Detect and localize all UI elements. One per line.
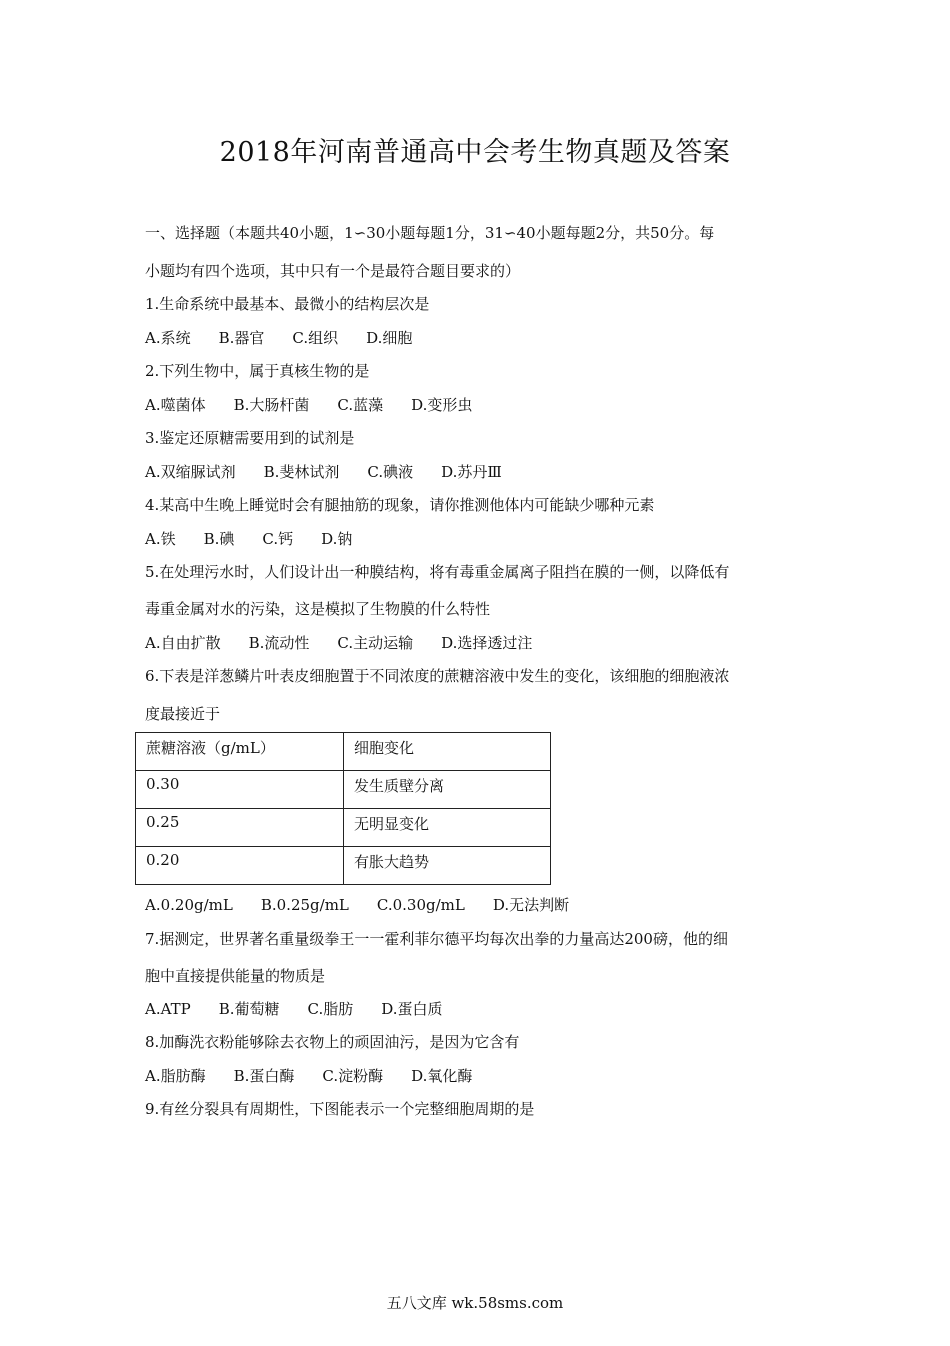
question-1-options (145, 327, 440, 348)
table-row (136, 771, 551, 809)
option-c: C.组织 (292, 329, 339, 347)
option-b: B.流动性 (248, 634, 310, 652)
option-b: B.0.25g/mL (260, 896, 349, 914)
option-d: D.细胞 (366, 329, 413, 347)
question-5-stem-line-1: 5.在处理污水时，人们设计出一种膜结构，将有毒重金属离子阻挡在膜的一侧，以降低有 (145, 563, 730, 581)
experiment-table (135, 732, 551, 885)
option-c: C.淀粉酶 (322, 1067, 384, 1085)
option-a: A.系统 (145, 329, 191, 347)
question-7-stem-line-1: 7.据测定，世界著名重量级拳王一一霍利菲尔德平均每次出拳的力量高达200磅，他的细 (145, 930, 728, 948)
option-d: D.无法判断 (492, 896, 570, 914)
table-row (136, 809, 551, 847)
option-d: D.氧化酶 (411, 1067, 473, 1085)
table-cell: 0.25 (136, 809, 344, 847)
question-6-stem-line-1: 6.下表是洋葱鳞片叶表皮细胞置于不同浓度的蔗糖溶液中发生的变化，该细胞的细胞液浓 (145, 667, 730, 685)
question-3-stem: 3.鉴定还原糖需要用到的试剂是 (145, 429, 355, 447)
table-row (136, 847, 551, 885)
option-a: A.自由扩散 (145, 634, 221, 652)
question-8-options (145, 1065, 500, 1086)
option-a: A.铁 (145, 530, 176, 548)
option-b: B.蛋白酶 (233, 1067, 295, 1085)
table-header-row (136, 733, 551, 771)
option-b: B.碘 (203, 530, 235, 548)
option-c: C.主动运输 (337, 634, 414, 652)
question-2-stem: 2.下列生物中，属于真核生物的是 (145, 362, 370, 380)
question-7-options (145, 998, 471, 1019)
table-cell: 有胀大趋势 (344, 847, 551, 885)
option-b: B.斐林试剂 (263, 463, 340, 481)
option-c: C.0.30g/mL (376, 896, 465, 914)
option-c: C.脂肪 (307, 1000, 354, 1018)
page-footer: 五八文库 wk.58sms.com (386, 1294, 564, 1312)
table-header-cell: 细胞变化 (344, 733, 551, 771)
option-c: C.碘液 (367, 463, 414, 481)
option-b: B.葡萄糖 (218, 1000, 280, 1018)
option-a: A.脂肪酶 (145, 1067, 206, 1085)
question-4-stem: 4.某高中生晚上睡觉时会有腿抽筋的现象，请你推测他体内可能缺少哪种元素 (145, 496, 655, 514)
table-header-cell: 蔗糖溶液（g/mL） (136, 733, 344, 771)
question-3-options (145, 461, 530, 482)
question-5-stem-line-2: 毒重金属对水的污染，这是模拟了生物膜的什么特性 (145, 600, 491, 618)
option-c: C.蓝藻 (337, 396, 384, 414)
option-d: D.蛋白质 (381, 1000, 443, 1018)
page-title: 2018年河南普通高中会考生物真题及答案 (219, 137, 731, 168)
option-b: B.器官 (218, 329, 265, 347)
option-d: D.钠 (321, 530, 353, 548)
question-7-stem-line-2: 胞中直接提供能量的物质是 (145, 967, 326, 985)
question-6-options (145, 894, 597, 915)
question-4-options (145, 528, 380, 549)
question-8-stem: 8.加酶洗衣粉能够除去衣物上的顽固油污，是因为它含有 (145, 1033, 520, 1051)
section-instructions-line-2: 小题均有四个选项，其中只有一个是最符合题目要求的） (145, 262, 521, 280)
option-b: B.大肠杆菌 (233, 396, 310, 414)
option-d: D.选择透过注 (441, 634, 533, 652)
option-a: A.噬菌体 (145, 396, 206, 414)
question-2-options (145, 394, 500, 415)
question-1-stem: 1.生命系统中最基本、最微小的结构层次是 (145, 295, 430, 313)
option-a: A.0.20g/mL (145, 896, 233, 914)
table-cell: 0.30 (136, 771, 344, 809)
question-6-stem-line-2: 度最接近于 (145, 705, 221, 723)
option-c: C.钙 (262, 530, 294, 548)
option-d: D.变形虫 (411, 396, 473, 414)
section-instructions-line-1: 一、选择题（本题共40小题，1∽30小题每题1分，31∽40小题每题2分，共50分。每 (145, 224, 715, 242)
option-a: A.ATP (145, 1000, 191, 1018)
table-cell: 无明显变化 (344, 809, 551, 847)
option-d: D.苏丹Ⅲ (441, 463, 502, 481)
question-5-options (145, 632, 560, 653)
table-cell: 0.20 (136, 847, 344, 885)
option-a: A.双缩脲试剂 (145, 463, 236, 481)
question-9-stem: 9.有丝分裂具有周期性，下图能表示一个完整细胞周期的是 (145, 1100, 535, 1118)
table-cell: 发生质壁分离 (344, 771, 551, 809)
